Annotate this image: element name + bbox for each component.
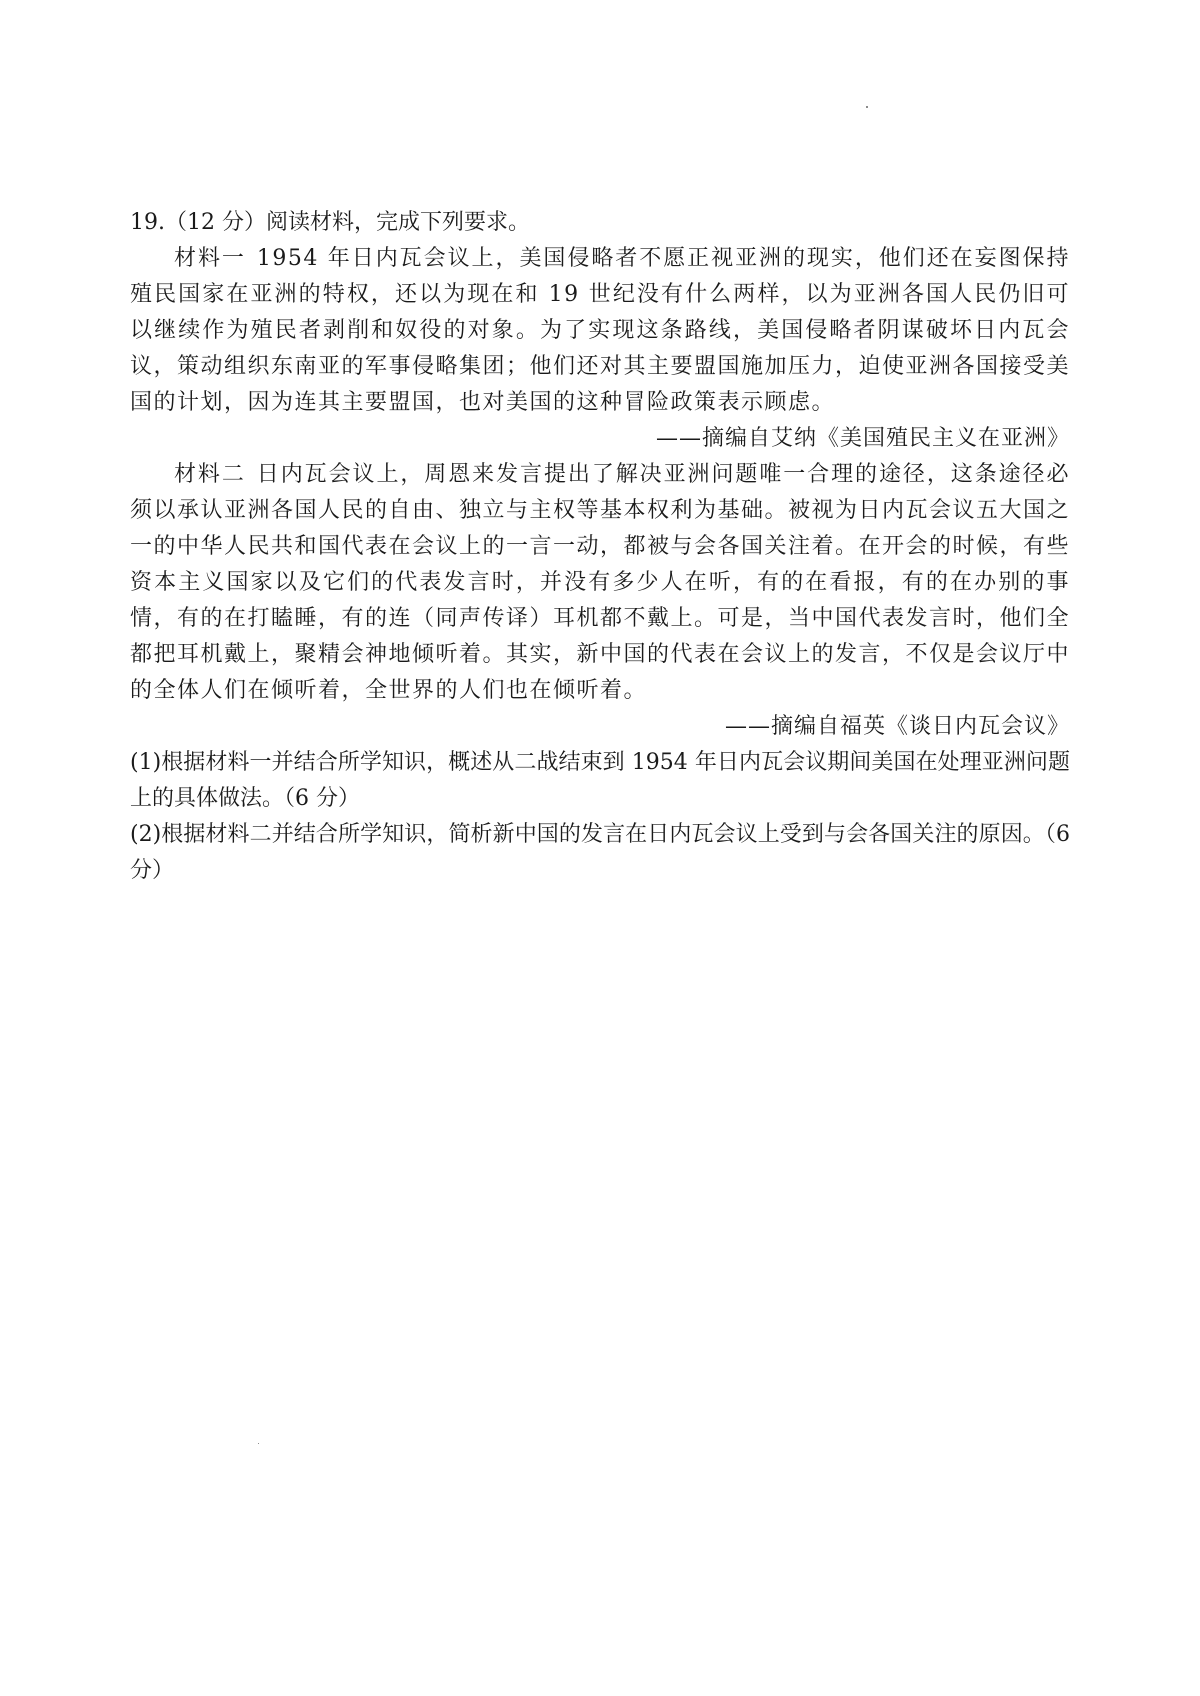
material-one-label: 材料一 [174, 246, 246, 271]
material-two-text: 日内瓦会议上，周恩来发言提出了解决亚洲问题唯一合理的途径，这条途径必须以承认亚洲各国人民的自由、独立与主权等基本权利为基础。被视为日内瓦会议五大国之一的中华人民共和国代表在会议上的一言一动，都被与会各国关注着。在开会的时候，有些资本主义国家以及它们的代表发言时，并没有多少人在听，有的在看报，有的在办别的事情，有的在打瞌睡，有的连（同声传译）耳机都不戴上。可是，当中国代表发言时，他们全都把耳机戴上，聚精会神地倾听着。其实，新中国的代表在会议上的发言，不仅是会议厅中的全体人们在倾听着，全世界的人们也在倾听着。 [130, 462, 1071, 703]
material-two [130, 457, 1070, 709]
material-two-label: 材料二 [174, 462, 246, 487]
scan-speck [258, 1443, 259, 1444]
material-one-text: 1954 年日内瓦会议上，美国侵略者不愿正视亚洲的现实，他们还在妄图保持殖民国家在亚洲的特权，还以为现在和 19 世纪没有什么两样，以为亚洲各国人民仍旧可以继续作为殖民者剥削和奴役的对象。为了实现这条路线，美国侵略者阴谋破坏日内瓦会议，策动组织东南亚的军事侵略集团；他们还对其主要盟国施加压力，迫使亚洲各国接受美国的计划，因为连其主要盟国，也对美国的这种冒险政策表示顾虑。 [130, 246, 1071, 415]
material-one-source: ——摘编自艾纳《美国殖民主义在亚洲》 [655, 426, 1070, 451]
material-two-source: ——摘编自福英《谈日内瓦会议》 [724, 714, 1070, 739]
material-one [130, 241, 1070, 421]
sub-question-1: (1)根据材料一并结合所学知识，概述从二战结束到 1954 年日内瓦会议期间美国在处理亚洲问题上的具体做法。（6 分） [130, 750, 1070, 811]
sub-question-2: (2)根据材料二并结合所学知识，简析新中国的发言在日内瓦会议上受到与会各国关注的原因。（6 分） [130, 822, 1070, 883]
question-19 [130, 205, 1070, 889]
scan-speck [866, 106, 868, 108]
question-title: 19.（12 分）阅读材料，完成下列要求。 [130, 210, 530, 235]
